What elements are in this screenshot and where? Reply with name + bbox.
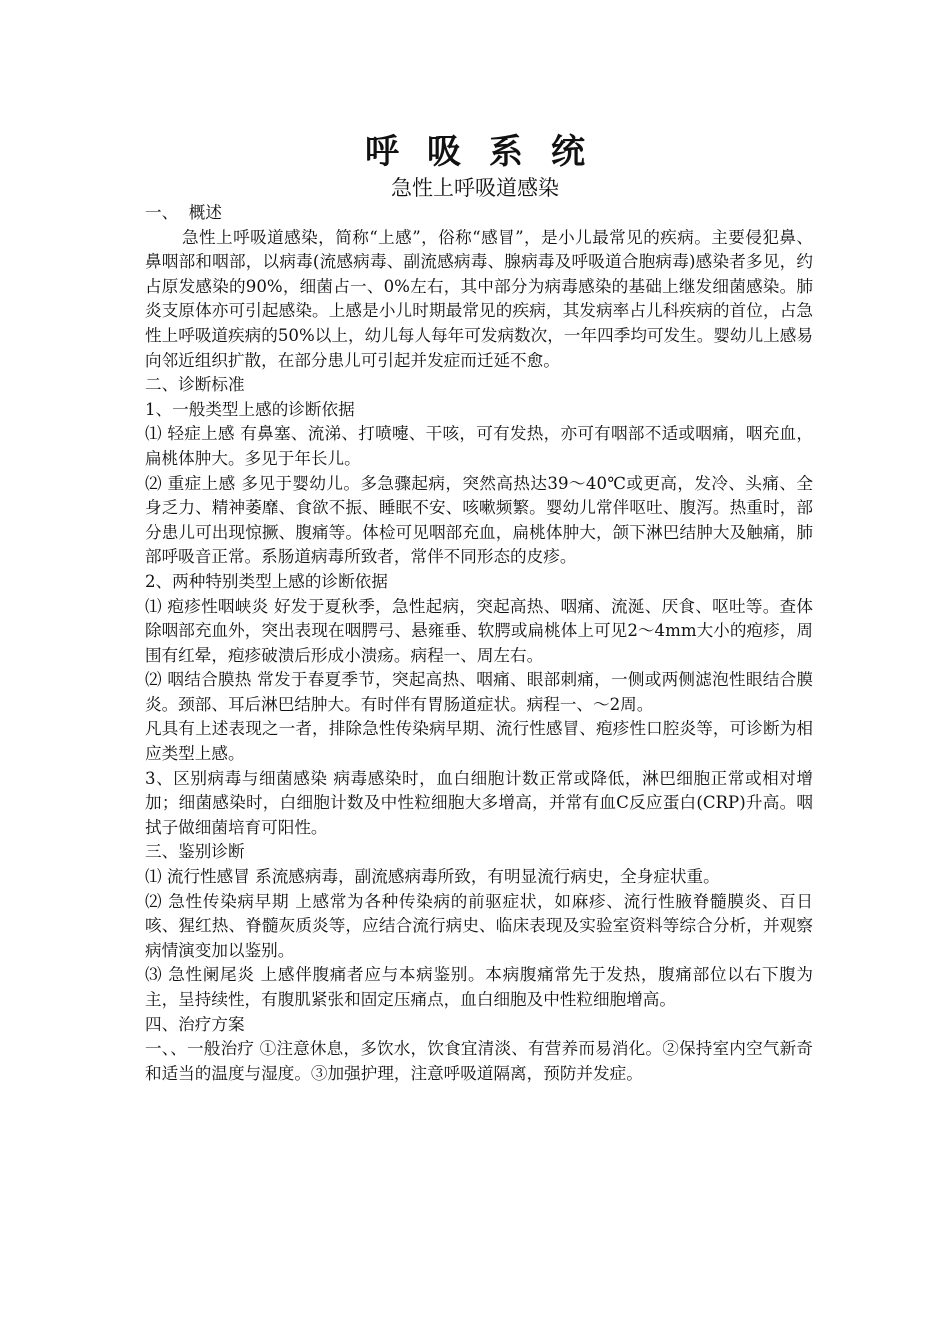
page-title: 呼吸系统 — [365, 132, 613, 172]
paragraph: ⑶ 急性阑尾炎 上感伴腹痛者应与本病鉴别。本病腹痛常先于发热，腹痛部位以右下腹为主，呈持续性，有腹肌紧张和固定压痛点，血白细胞及中性粒细胞增高。 — [145, 965, 813, 1009]
paragraph: ⑵ 咽结合膜热 常发于春夏季节，突起高热、咽痛、眼部刺痛，一侧或两侧滤泡性眼结合膜炎。颈部、耳后淋巴结肿大。有时伴有胃肠道症状。病程一、～2周。 — [145, 670, 813, 714]
paragraph: 凡具有上述表现之一者，排除急性传染病早期、流行性感冒、疱疹性口腔炎等，可诊断为相应类型上感。 — [145, 719, 813, 764]
page-subtitle: 急性上呼吸道感染 — [391, 176, 559, 200]
paragraph: ⑵ 急性传染病早期 上感常为各种传染病的前驱症状，如麻疹、流行性腋脊髓膜炎、百日咳、猩红热、脊髓灰质炎等，应结合流行病史、临床表现及实验室资料等综合分析，并观察病情演变加以鉴别。 — [145, 891, 813, 960]
paragraph: 一、、一般治疗 ①注意休息，多饮水，饮食宜清淡、有营养而易消化。②保持室内空气新奇和适当的温度与湿度。③加强护理，注意呼吸道隔离，预防并发症。 — [145, 1039, 813, 1083]
paragraph: ⑴ 疱疹性咽峡炎 好发于夏秋季，急性起病，突起高热、咽痛、流涎、厌食、呕吐等。查体除咽部充血外，突出表现在咽腭弓、悬雍垂、软腭或扁桃体上可见2～4mm大小的疱疹，周围有红晕，疱疹破溃后形成小溃疡。病程一、周左右。 — [145, 596, 813, 665]
paragraph: ⑴ 轻症上感 有鼻塞、流涕、打喷嚏、干咳，可有发热，亦可有咽部不适或咽痛，咽充血，扁桃体肿大。多见于年长儿。 — [145, 424, 813, 468]
section-heading: 二、诊断标准 — [145, 375, 245, 395]
section-heading: 四、治疗方案 — [145, 1014, 245, 1034]
document-body — [145, 201, 813, 1086]
paragraph: ⑴ 流行性感冒 系流感病毒，副流感病毒所致，有明显流行病史，全身症状重。 — [145, 867, 720, 887]
section-heading: 三、鉴别诊断 — [145, 842, 245, 862]
paragraph: ⑵ 重症上感 多见于婴幼儿。多急骤起病，突然高热达39～40℃或更高，发冷、头痛、全身乏力、精神萎靡、食欲不振、睡眠不安、咳嗽频繁。婴幼儿常伴呕吐、腹泻。热重时，部分患儿可出现惊撅、腹痛等。体检可见咽部充血，扁桃体肿大，颌下淋巴结肿大及触痛，肺部呼吸音正常。系肠道病毒所致者，常伴不同形态的皮疹。 — [145, 473, 813, 567]
section-heading: 一、 概述 — [145, 203, 222, 222]
paragraph: 急性上呼吸道感染，简称“上感”，俗称“感冒”，是小儿最常见的疾病。主要侵犯鼻、鼻咽部和咽部，以病毒(流感病毒、副流感病毒、腺病毒及呼吸道合胞病毒)感染者多见，约占原发感染的90%，细菌占一、0%左右，其中部分为病毒感染的基础上继发细菌感染。肺炎支原体亦可引起感染。上感是小儿时期最常见的疾病，其发病率占儿科疾病的首位，占急性上呼吸道疾病的50%以上，幼儿每人每年可发病数次，一年四季均可发生。婴幼儿上感易向邻近组织扩散，在部分患儿可引起并发症而迁延不愈。 — [145, 227, 813, 370]
paragraph: 1、一般类型上感的诊断依据 — [145, 399, 355, 419]
paragraph: 3、区别病毒与细菌感染 病毒感染时，血白细胞计数正常或降低，淋巴细胞正常或相对增加；细菌感染时，白细胞计数及中性粒细胞大多增高，并常有血C反应蛋白(CRP)升高。咽拭子做细菌培育可阳性。 — [145, 768, 813, 837]
paragraph: 2、两种特别类型上感的诊断依据 — [145, 571, 388, 591]
